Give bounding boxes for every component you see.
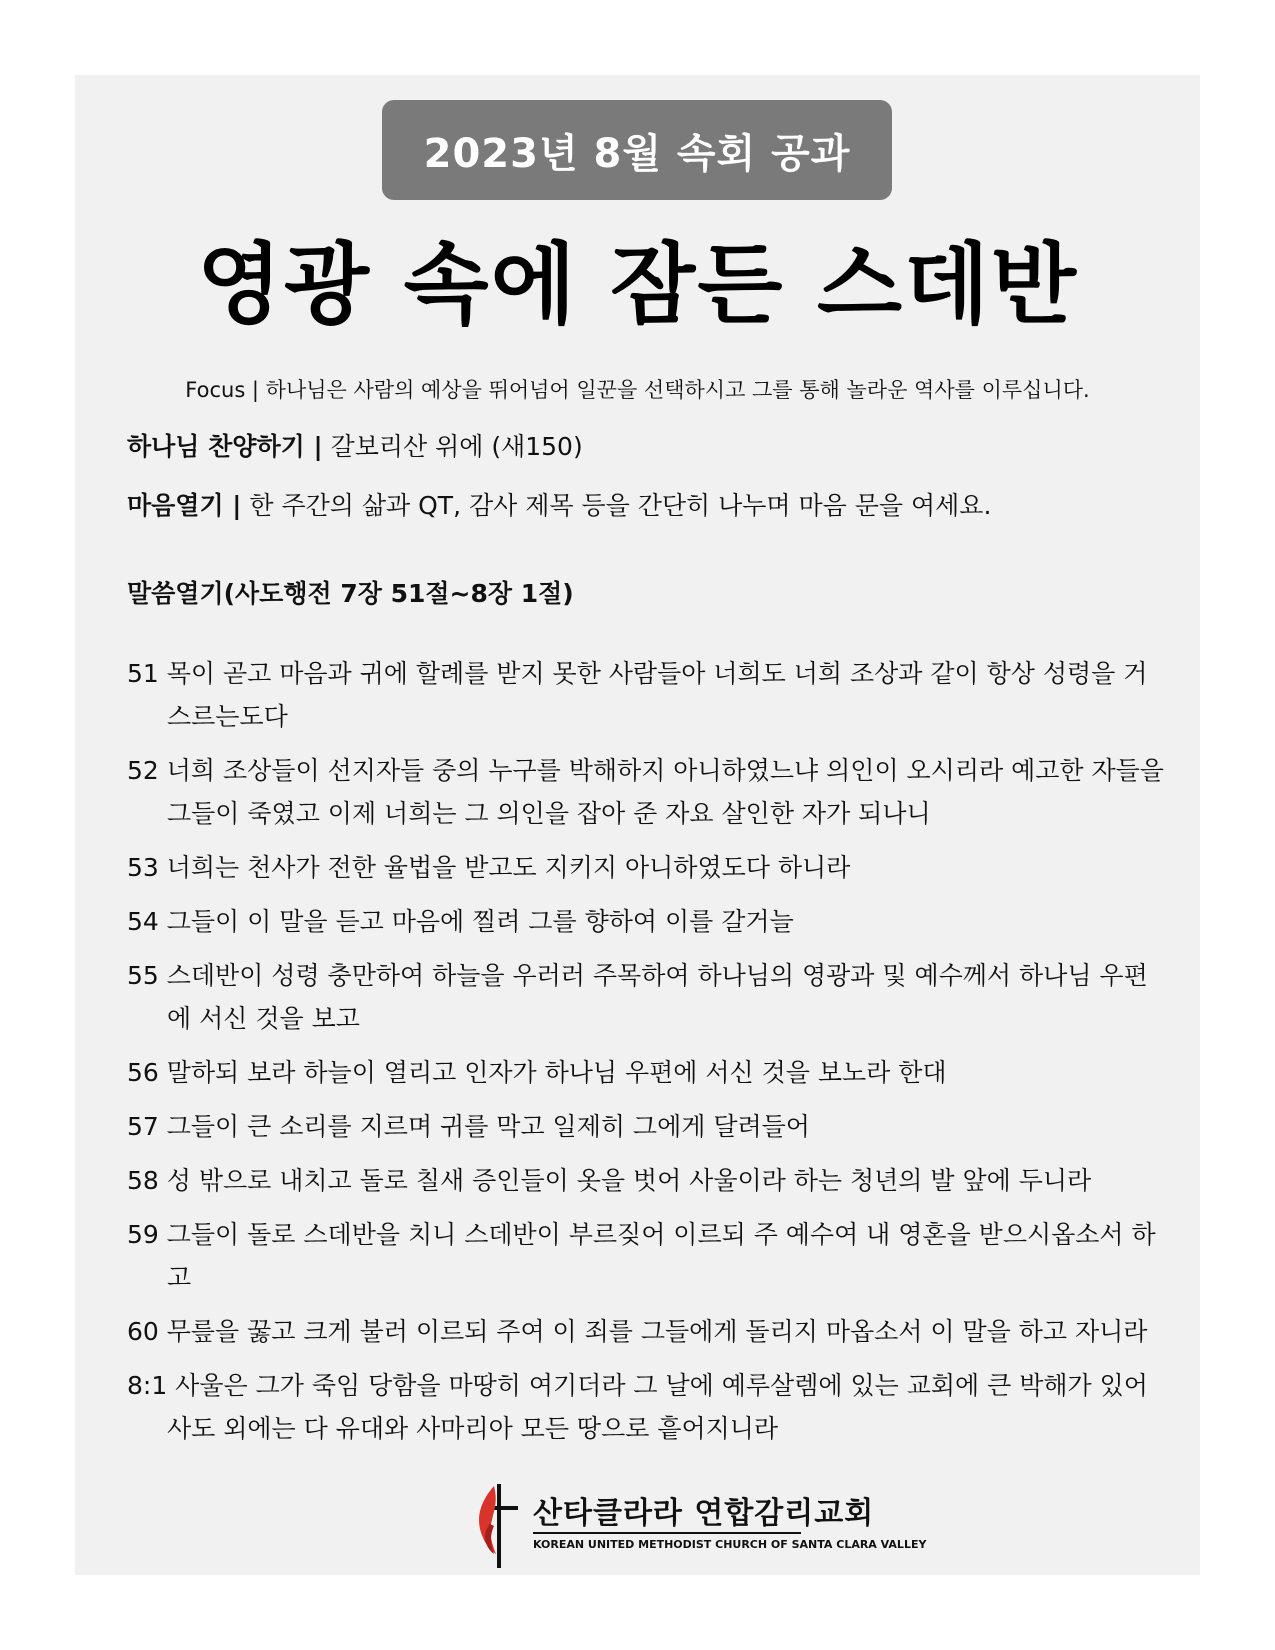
verse-56: 56 말하되 보라 하늘이 열리고 인자가 하나님 우편에 서신 것을 보노라 한대: [127, 1058, 947, 1087]
praise-line: [127, 430, 1157, 464]
verse-60: 60 무릎을 꿇고 크게 불러 이르되 주여 이 죄를 그들에게 돌리지 마옵소서 이 말을 하고 자니라: [127, 1317, 1148, 1346]
verse-57: 57 그들이 큰 소리를 지르며 귀를 막고 일제히 그에게 달려들어: [127, 1112, 810, 1141]
word-heading: 말씀열기(사도행전 7장 51절~8장 1절): [127, 579, 574, 608]
open-heart-label: 마음열기 |: [127, 491, 242, 520]
church-subtitle: KOREAN UNITED METHODIST CHURCH OF SANTA CLARA VALLEY: [533, 1538, 927, 1551]
verse-52: 52 너희 조상들이 선지자들 중의 누구를 박해하지 아니하였느냐 의인이 오시리라 예고한 자들을 그들이 죽였고 이제 너희는 그 의인을 잡아 준 자요 살인한 자가 되나니: [127, 756, 1164, 828]
page-card: [75, 75, 1200, 1575]
verse-list: [127, 652, 1167, 1461]
open-heart-text: 한 주간의 삶과 QT, 감사 제목 등을 간단히 나누며 마음 문을 여세요.: [249, 491, 992, 520]
focus-statement: Focus | 하나님은 사람의 예상을 뛰어넘어 일꾼을 선택하시고 그를 통해 놀라운 역사를 이루십니다.: [185, 378, 1090, 402]
praise-text: 갈보리산 위에 (새150): [330, 432, 583, 461]
church-name: 산타클라라 연합감리교회: [533, 1496, 875, 1531]
verse-58: 58 성 밖으로 내치고 돌로 칠새 증인들이 옷을 벗어 사울이라 하는 청년의 발 앞에 두니라: [127, 1166, 1092, 1195]
open-heart-line: [127, 489, 1157, 523]
logo-divider: [533, 1532, 801, 1534]
verse-59: 59 그들이 돌로 스데반을 치니 스데반이 부르짖어 이르되 주 예수여 내 영혼을 받으시옵소서 하고: [127, 1220, 1156, 1292]
praise-label: 하나님 찬양하기 |: [127, 432, 323, 461]
verse-54: 54 그들이 이 말을 듣고 마음에 찔려 그를 향하여 이를 갈거늘: [127, 907, 794, 936]
cross-and-flame-icon: [470, 1480, 520, 1570]
page-title: 영광 속에 잠든 스데반: [197, 233, 1078, 336]
church-logo: [75, 1480, 1200, 1570]
verse-53: 53 너희는 천사가 전한 율법을 받고도 지키지 아니하였도다 하니라: [127, 853, 851, 882]
date-badge: 2023년 8월 속회 공과: [382, 100, 892, 200]
verse-51: 51 목이 곧고 마음과 귀에 할례를 받지 못한 사람들아 너희도 너희 조상과 같이 항상 성령을 거스르는도다: [127, 659, 1148, 731]
verse-8-1: 8:1 사울은 그가 죽임 당함을 마땅히 여기더라 그 날에 예루살렘에 있는 교회에 큰 박해가 있어 사도 외에는 다 유대와 사마리아 모든 땅으로 흩어지니라: [127, 1371, 1148, 1443]
verse-55: 55 스데반이 성령 충만하여 하늘을 우러러 주목하여 하나님의 영광과 및 예수께서 하나님 우편에 서신 것을 보고: [127, 961, 1148, 1033]
